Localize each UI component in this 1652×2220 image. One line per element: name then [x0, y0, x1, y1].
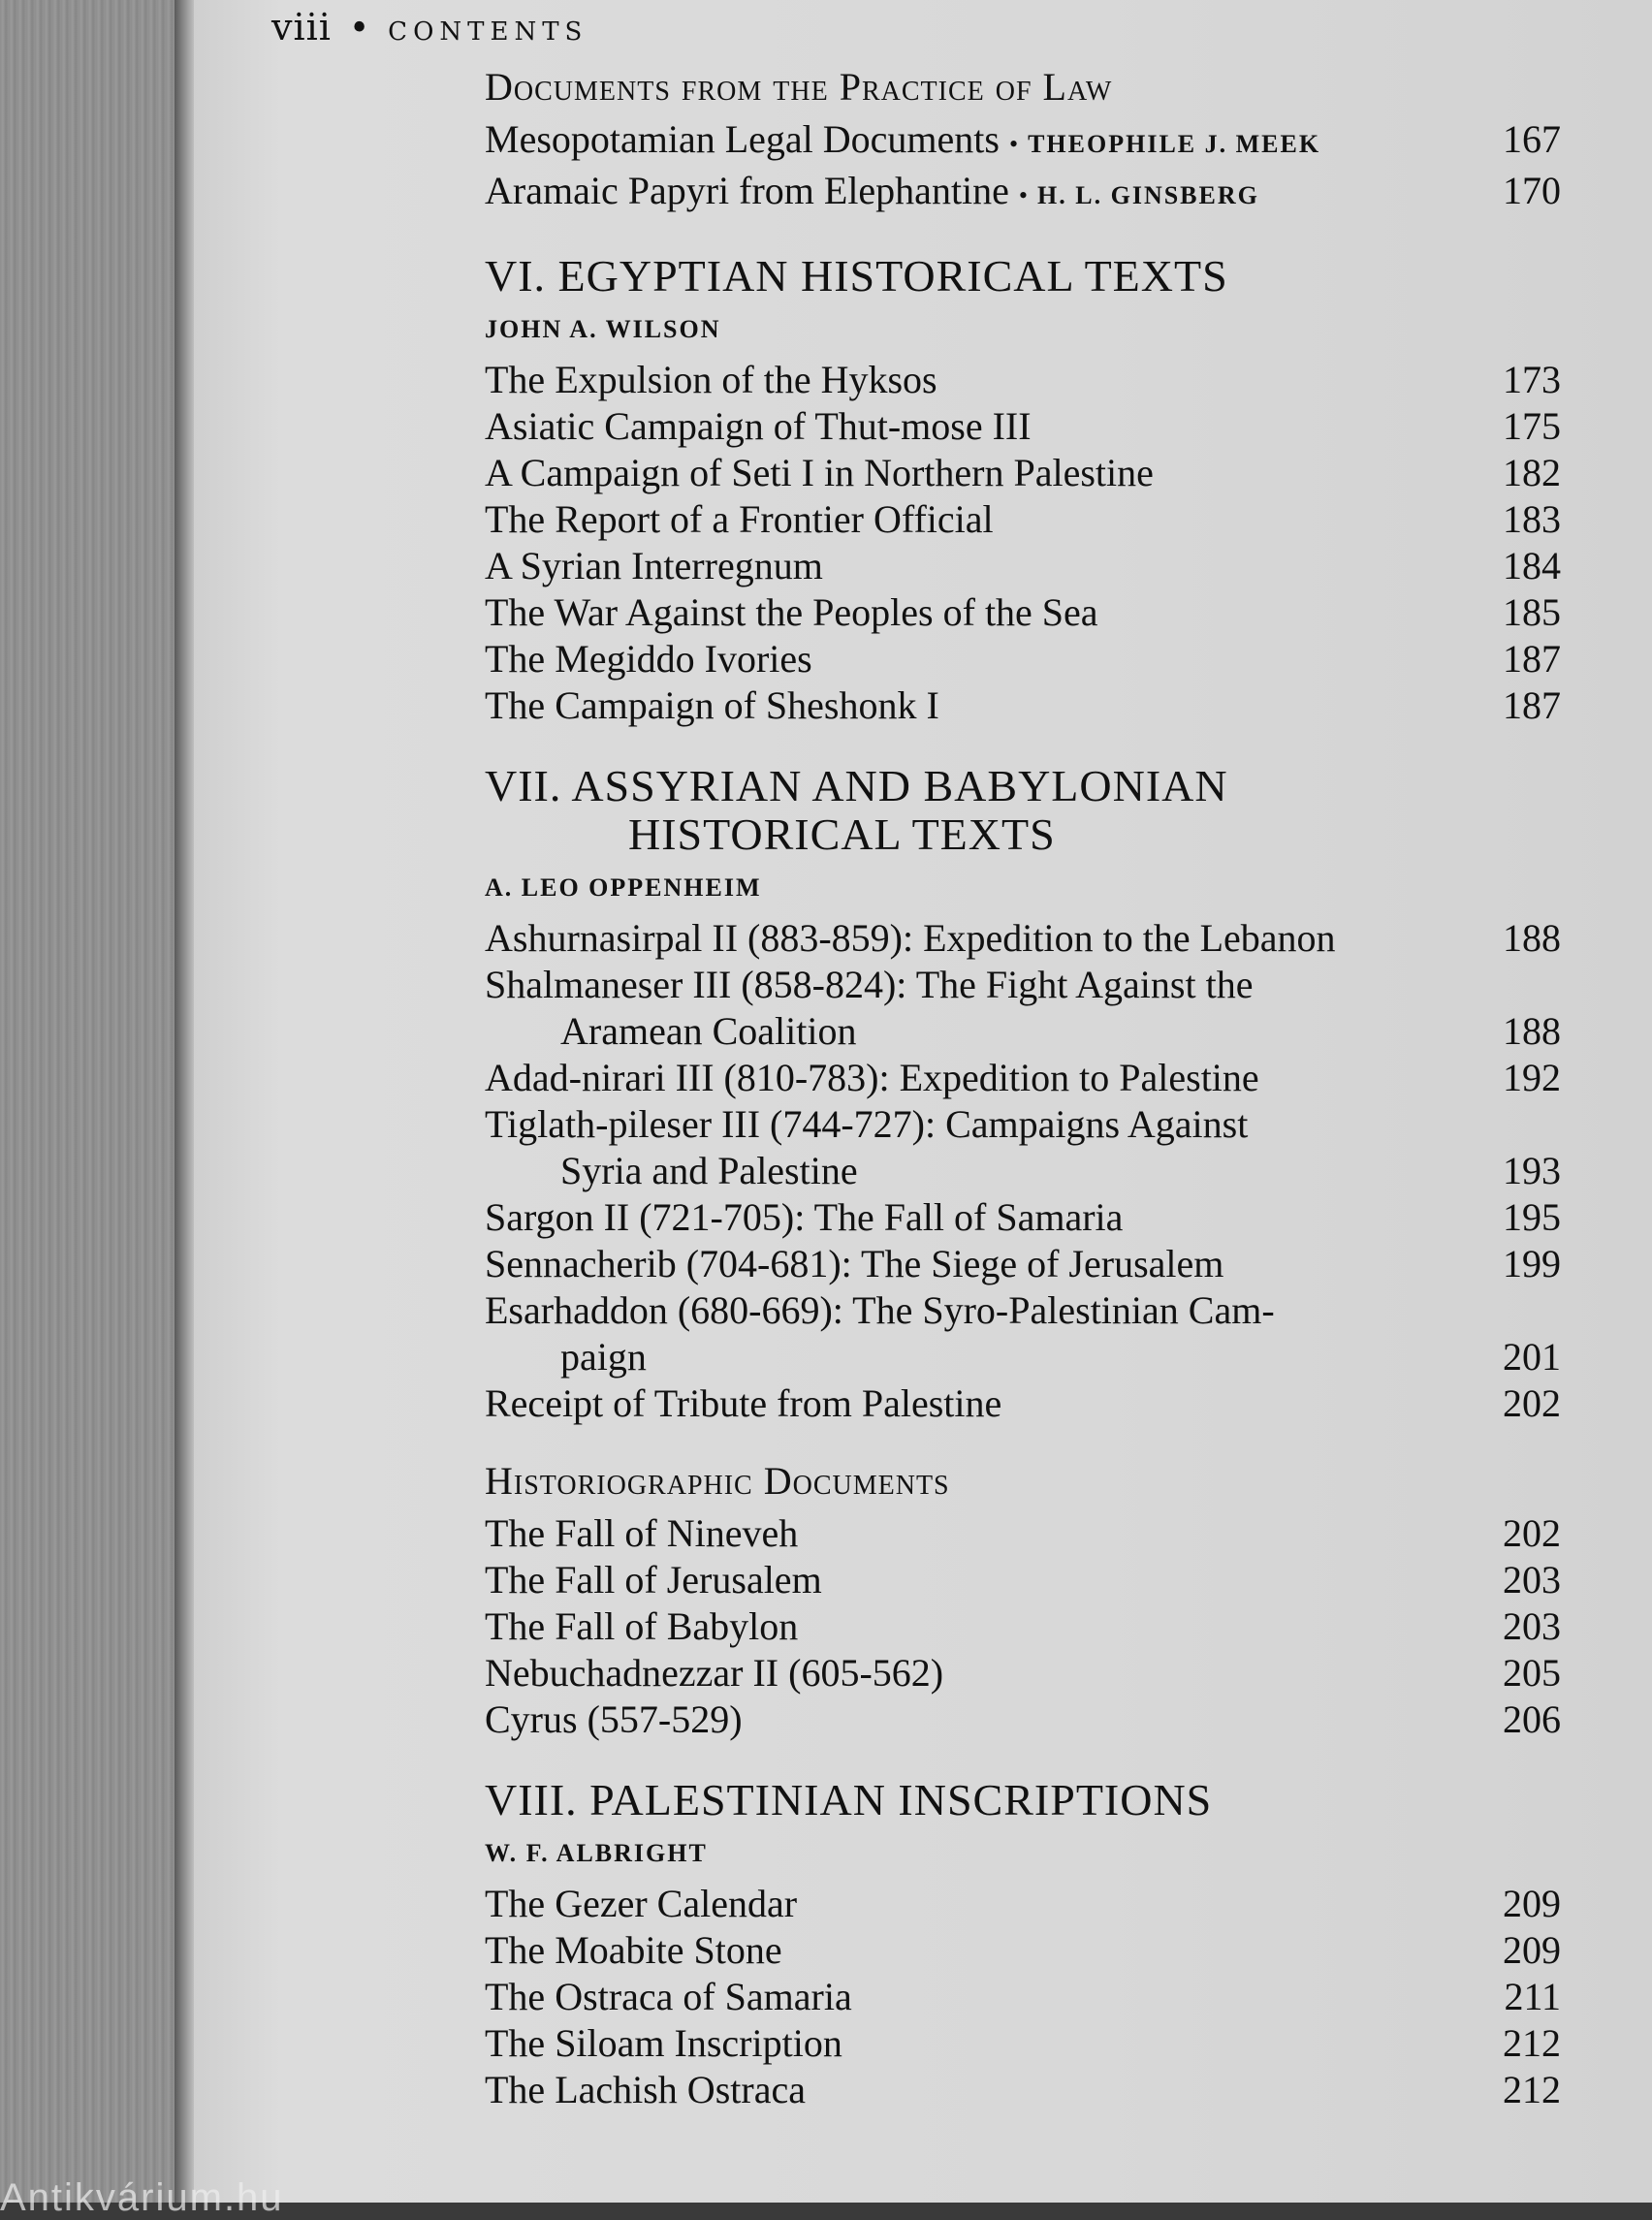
entry-title: The Siloam Inscription	[485, 2021, 842, 2065]
entry-title: Sargon II (721-705): The Fall of Samaria	[485, 1195, 1124, 1239]
page-gutter	[175, 0, 196, 2203]
running-header	[271, 6, 588, 48]
table-of-contents	[485, 60, 1561, 2113]
entry-page: 209	[1503, 1928, 1561, 1972]
toc-entry[interactable]	[485, 543, 1561, 589]
toc-entry[interactable]	[485, 2020, 1561, 2067]
entry-page: 170	[1503, 169, 1561, 212]
toc-entry[interactable]	[485, 1241, 1561, 1287]
watermark-text: Antikvárium.hu	[0, 2176, 284, 2219]
entry-title: Shalmaneser III (858-824): The Fight Against the	[485, 963, 1254, 1006]
toc-entry[interactable]	[485, 1881, 1561, 1927]
entry-title: A Campaign of Seti I in Northern Palestine	[485, 451, 1154, 494]
entry-page: 184	[1503, 544, 1561, 587]
toc-entry[interactable]	[485, 1697, 1561, 1743]
entry-title: The War Against the Peoples of the Sea	[485, 590, 1098, 634]
entry-page: 201	[1503, 1335, 1561, 1379]
entry-title: Tiglath-pileser III (744-727): Campaigns Against	[485, 1102, 1249, 1146]
toc-entry[interactable]	[485, 450, 1561, 496]
toc-entry[interactable]	[485, 116, 1561, 168]
entry-author: THEOPHILE J. MEEK	[1028, 130, 1321, 158]
entry-page: 167	[1503, 117, 1561, 161]
toc-entry[interactable]	[485, 915, 1561, 962]
entry-title: Asiatic Campaign of Thut-mose III	[485, 404, 1032, 448]
book-spine	[0, 0, 189, 2203]
entry-page: 209	[1503, 1882, 1561, 1925]
section-author: JOHN A. WILSON	[485, 315, 721, 343]
entry-page: 206	[1503, 1697, 1561, 1741]
toc-entry[interactable]	[485, 2067, 1561, 2113]
entry-page: 182	[1503, 451, 1561, 494]
toc-entry[interactable]	[485, 1650, 1561, 1697]
entry-page: 193	[1503, 1149, 1561, 1192]
header-label: CONTENTS	[388, 17, 588, 47]
entry-page: 202	[1503, 1381, 1561, 1425]
toc-entry[interactable]	[485, 1927, 1561, 1974]
entry-title: The Fall of Nineveh	[485, 1511, 799, 1555]
entry-title: The Report of a Frontier Official	[485, 497, 994, 541]
toc-entry[interactable]	[485, 636, 1561, 682]
toc-entry-continuation[interactable]	[485, 1148, 1561, 1194]
entry-page: 211	[1504, 1975, 1561, 2018]
toc-entry[interactable]	[485, 1557, 1561, 1603]
page-number: viii	[271, 6, 332, 48]
entry-title: Nebuchadnezzar II (605-562)	[485, 1651, 944, 1695]
section-title-line2: HISTORICAL TEXTS	[628, 809, 1056, 859]
toc-entry-continuation[interactable]	[485, 1334, 1561, 1380]
section-title-egyptian: VI. EGYPTIAN HISTORICAL TEXTS	[485, 251, 1228, 301]
book-page	[194, 0, 1652, 2203]
entry-title: Mesopotamian Legal Documents	[485, 117, 1000, 161]
toc-entry[interactable]	[485, 682, 1561, 729]
toc-entry[interactable]	[485, 496, 1561, 543]
section-title-line1: VII. ASSYRIAN AND BABYLONIAN	[485, 761, 1228, 810]
entry-page: 185	[1503, 590, 1561, 634]
entry-title: The Lachish Ostraca	[485, 2068, 806, 2111]
entry-title: A Syrian Interregnum	[485, 544, 823, 587]
entry-page: 199	[1503, 1242, 1561, 1285]
section-author: A. LEO OPPENHEIM	[485, 873, 762, 902]
entry-page: 203	[1503, 1558, 1561, 1602]
toc-entry[interactable]	[485, 1055, 1561, 1101]
entry-page: 202	[1503, 1511, 1561, 1555]
toc-entry[interactable]	[485, 1380, 1561, 1427]
entry-author: H. L. GINSBERG	[1037, 181, 1259, 209]
entry-title: Aramaic Papyri from Elephantine	[485, 169, 1009, 212]
entry-page: 188	[1503, 916, 1561, 960]
section-author: W. F. ALBRIGHT	[485, 1839, 708, 1867]
entry-page: 175	[1503, 404, 1561, 448]
entry-page: 212	[1503, 2068, 1561, 2111]
entry-title: The Moabite Stone	[485, 1928, 782, 1972]
entry-title: Sennacherib (704-681): The Siege of Jerusalem	[485, 1242, 1224, 1285]
toc-entry[interactable]	[485, 403, 1561, 450]
toc-entry[interactable]	[485, 357, 1561, 403]
toc-entry[interactable]	[485, 589, 1561, 636]
toc-entry[interactable]	[485, 1510, 1561, 1557]
toc-entry[interactable]	[485, 1194, 1561, 1241]
entry-page: 205	[1503, 1651, 1561, 1695]
bullet-separator: •	[1008, 130, 1019, 158]
toc-entry[interactable]	[485, 1287, 1561, 1334]
entry-page: 188	[1503, 1009, 1561, 1053]
section-title-palestinian: VIII. PALESTINIAN INSCRIPTIONS	[485, 1775, 1213, 1824]
entry-title: The Fall of Jerusalem	[485, 1558, 822, 1602]
entry-title: Esarhaddon (680-669): The Syro-Palestinian Cam-	[485, 1288, 1275, 1332]
entry-page: 192	[1503, 1056, 1561, 1099]
entry-title-cont: Aramean Coalition	[560, 1009, 857, 1053]
bullet-separator: •	[1018, 181, 1029, 209]
entry-title: The Ostraca of Samaria	[485, 1975, 852, 2018]
section-title-assyrian	[485, 762, 1561, 859]
entry-page: 212	[1503, 2021, 1561, 2065]
entry-title: Receipt of Tribute from Palestine	[485, 1381, 1002, 1425]
subhead-law: Documents from the Practice of Law	[485, 65, 1113, 109]
entry-title: The Campaign of Sheshonk I	[485, 683, 939, 727]
entry-title-cont: Syria and Palestine	[560, 1149, 858, 1192]
header-separator: •	[348, 9, 371, 48]
entry-title-cont: paign	[560, 1335, 647, 1379]
toc-entry-continuation[interactable]	[485, 1008, 1561, 1055]
entry-page: 173	[1503, 358, 1561, 401]
entry-page: 203	[1503, 1604, 1561, 1648]
entry-page: 187	[1503, 637, 1561, 681]
toc-entry[interactable]	[485, 962, 1561, 1008]
toc-entry[interactable]	[485, 1974, 1561, 2020]
entry-page: 195	[1503, 1195, 1561, 1239]
subhead-historiographic: Historiographic Documents	[485, 1459, 950, 1503]
entry-title: The Fall of Babylon	[485, 1604, 799, 1648]
toc-entry[interactable]	[485, 168, 1561, 219]
entry-title: Ashurnasirpal II (883-859): Expedition to the Lebanon	[485, 916, 1336, 960]
entry-page: 183	[1503, 497, 1561, 541]
toc-entry[interactable]	[485, 1101, 1561, 1148]
entry-page: 187	[1503, 683, 1561, 727]
entry-title: The Gezer Calendar	[485, 1882, 798, 1925]
toc-entry[interactable]	[485, 1603, 1561, 1650]
entry-title: Adad-nirari III (810-783): Expedition to Palestine	[485, 1056, 1259, 1099]
entry-title: The Megiddo Ivories	[485, 637, 812, 681]
entry-title: The Expulsion of the Hyksos	[485, 358, 937, 401]
entry-title: Cyrus (557-529)	[485, 1697, 743, 1741]
